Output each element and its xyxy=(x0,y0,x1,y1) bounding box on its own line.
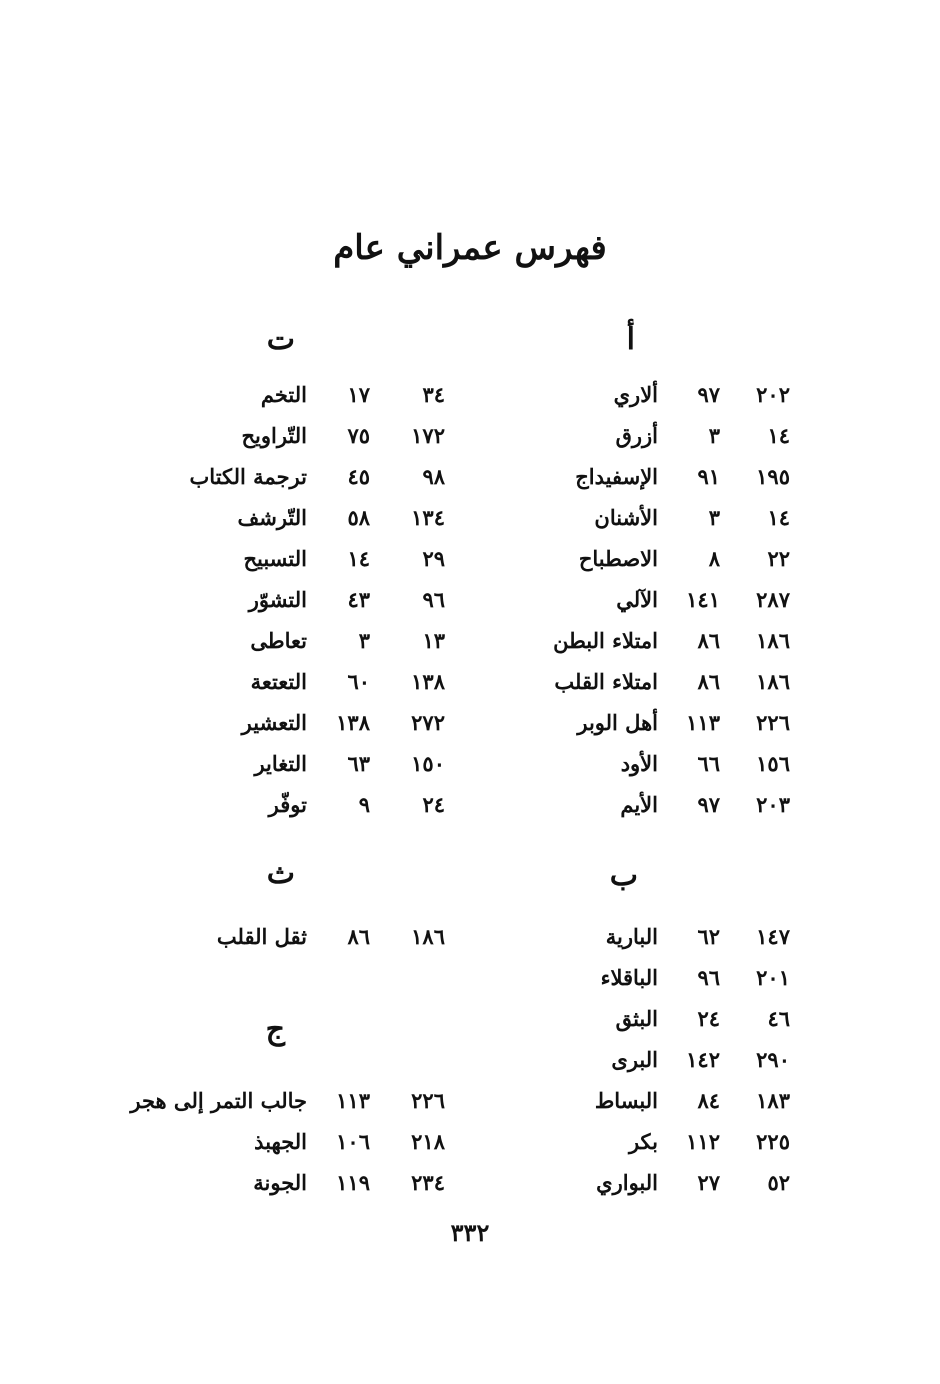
entry-term: التّرشف xyxy=(237,505,307,530)
index-entry xyxy=(130,1088,445,1124)
index-entry xyxy=(560,505,790,541)
index-entry xyxy=(150,669,445,705)
index-entry xyxy=(560,965,790,1001)
entry-page-number: ٩٨ xyxy=(422,464,445,489)
entry-secondary-number: ٣ xyxy=(708,505,720,530)
entry-page-number: ١٣٤ xyxy=(411,505,445,530)
entry-term: التخم xyxy=(260,382,307,407)
entry-term: الجهبذ xyxy=(254,1129,307,1154)
index-entry xyxy=(560,751,790,787)
entry-secondary-number: ٦٢ xyxy=(697,924,720,949)
entry-secondary-number: ٩ xyxy=(358,792,370,817)
index-entry xyxy=(560,587,790,623)
entry-page-number: ١٤ xyxy=(767,505,790,530)
index-entry xyxy=(150,546,445,582)
entry-secondary-number: ٤٥ xyxy=(347,464,370,489)
entry-page-number: ٢٩٠ xyxy=(756,1047,790,1072)
entry-page-number: ١٨٦ xyxy=(756,628,790,653)
index-entry xyxy=(560,1006,790,1042)
index-entry xyxy=(150,423,445,459)
index-entry xyxy=(150,792,445,828)
entry-page-number: ١٩٥ xyxy=(756,464,790,489)
entry-page-number: ١٣ xyxy=(422,628,445,653)
entry-term: ألاري xyxy=(613,382,658,407)
entry-secondary-number: ٨٦ xyxy=(697,669,720,694)
entry-page-number: ١٤٧ xyxy=(756,924,790,949)
entry-page-number: ١٨٦ xyxy=(756,669,790,694)
entry-term: الأيم xyxy=(620,792,658,817)
index-entry xyxy=(560,423,790,459)
index-entry xyxy=(150,628,445,664)
entry-term: الجونة xyxy=(253,1170,307,1195)
entry-secondary-number: ٨٤ xyxy=(697,1088,720,1113)
index-entry xyxy=(560,1129,790,1165)
entry-secondary-number: ١١٢ xyxy=(686,1129,720,1154)
entry-term: البارية xyxy=(605,924,658,949)
index-entry xyxy=(560,792,790,828)
entry-term: التعشير xyxy=(241,710,307,735)
entry-secondary-number: ٥٨ xyxy=(347,505,370,530)
entry-page-number: ٢٠١ xyxy=(756,965,790,990)
section-letter-ba: ب xyxy=(609,858,638,893)
entry-term: أهل الوبر xyxy=(577,710,658,735)
index-entry xyxy=(150,505,445,541)
index-entry xyxy=(560,1170,790,1206)
entry-page-number: ١٨٣ xyxy=(756,1088,790,1113)
entry-page-number: ١٧٢ xyxy=(411,423,445,448)
entry-secondary-number: ٩٧ xyxy=(697,792,720,817)
entry-term: التعتعة xyxy=(250,669,307,694)
entry-secondary-number: ٣ xyxy=(358,628,370,653)
index-entry xyxy=(150,1170,445,1206)
entry-secondary-number: ٦٠ xyxy=(347,669,370,694)
entry-secondary-number: ٤٣ xyxy=(347,587,370,612)
entry-page-number: ٢٤ xyxy=(422,792,445,817)
entry-page-number: ٢٢٥ xyxy=(756,1129,790,1154)
entry-page-number: ٣٤ xyxy=(422,382,445,407)
section-letter-tha: ث xyxy=(266,856,295,891)
index-entry xyxy=(560,1047,790,1083)
entry-secondary-number: ٩١ xyxy=(697,464,720,489)
entry-page-number: ٢٢ xyxy=(767,546,790,571)
entry-secondary-number: ١١٣ xyxy=(686,710,720,735)
entry-secondary-number: ٢٧ xyxy=(697,1170,720,1195)
entry-term: امتلاء البطن xyxy=(553,628,658,653)
index-entry xyxy=(150,1129,445,1165)
entry-term: الإسفيداج xyxy=(575,464,658,489)
entry-term: الأشنان xyxy=(594,505,658,530)
entry-page-number: ٢٧٢ xyxy=(411,710,445,735)
entry-term: البرى xyxy=(611,1047,658,1072)
entry-page-number: ١٨٦ xyxy=(411,924,445,949)
index-entry xyxy=(554,669,790,705)
index-entry xyxy=(560,924,790,960)
entry-page-number: ٢٩ xyxy=(422,546,445,571)
entry-term: الاصطباح xyxy=(578,546,658,571)
entry-term: بكر xyxy=(628,1129,658,1154)
entry-secondary-number: ٣ xyxy=(708,423,720,448)
entry-term: ترجمة الكتاب xyxy=(189,464,307,489)
entry-term: البواري xyxy=(596,1170,658,1195)
entry-page-number: ٥٢ xyxy=(767,1170,790,1195)
entry-secondary-number: ٦٦ xyxy=(697,751,720,776)
entry-term: التّراويح xyxy=(241,423,307,448)
page-number: ٣٣٢ xyxy=(450,1218,490,1247)
entry-secondary-number: ١٤ xyxy=(347,546,370,571)
index-entry xyxy=(560,1088,790,1124)
index-entry xyxy=(150,924,445,960)
index-entry xyxy=(560,546,790,582)
entry-term: البثق xyxy=(615,1006,658,1031)
entry-page-number: ٢٣٤ xyxy=(411,1170,445,1195)
entry-term: أزرق xyxy=(615,423,658,448)
entry-secondary-number: ٨٦ xyxy=(347,924,370,949)
page-title: فهرس عمراني عام xyxy=(333,228,607,268)
entry-term: جالب التمر إلى هجر xyxy=(130,1088,307,1113)
entry-secondary-number: ١٤١ xyxy=(686,587,720,612)
entry-term: ثقل القلب xyxy=(216,924,307,949)
index-entry xyxy=(553,628,790,664)
entry-page-number: ١٥٦ xyxy=(756,751,790,776)
index-entry xyxy=(150,382,445,418)
index-entry xyxy=(560,382,790,418)
entry-page-number: ٢٨٧ xyxy=(756,587,790,612)
entry-secondary-number: ٩٦ xyxy=(697,965,720,990)
entry-term: تعاطى xyxy=(250,628,307,653)
entry-secondary-number: ١١٣ xyxy=(336,1088,370,1113)
entry-term: امتلاء القلب xyxy=(554,669,658,694)
entry-secondary-number: ١١٩ xyxy=(336,1170,370,1195)
index-entry xyxy=(150,464,445,500)
entry-term: التغاير xyxy=(254,751,307,776)
entry-secondary-number: ١٠٦ xyxy=(336,1129,370,1154)
entry-secondary-number: ٧٥ xyxy=(347,423,370,448)
entry-page-number: ٢٢٦ xyxy=(411,1088,445,1113)
section-letter-ta: ت xyxy=(266,322,295,357)
entry-page-number: ٢٠٣ xyxy=(756,792,790,817)
entry-term: التشوّر xyxy=(248,587,307,612)
entry-secondary-number: ٨٦ xyxy=(697,628,720,653)
entry-secondary-number: ١٤٢ xyxy=(686,1047,720,1072)
entry-page-number: ٤٦ xyxy=(767,1006,790,1031)
entry-term: التسبيح xyxy=(243,546,307,571)
entry-secondary-number: ٢٤ xyxy=(697,1006,720,1031)
entry-page-number: ١٣٨ xyxy=(411,669,445,694)
entry-secondary-number: ٩٧ xyxy=(697,382,720,407)
entry-term: البساط xyxy=(594,1088,658,1113)
index-entry xyxy=(560,710,790,746)
entry-term: الآلي xyxy=(616,587,658,612)
entry-term: توفّر xyxy=(268,792,307,817)
entry-page-number: ١٤ xyxy=(767,423,790,448)
index-entry xyxy=(150,587,445,623)
section-letter-jim: ج xyxy=(265,1012,285,1047)
entry-term: الأود xyxy=(620,751,658,776)
index-entry xyxy=(150,710,445,746)
index-entry xyxy=(560,464,790,500)
entry-page-number: ٩٦ xyxy=(422,587,445,612)
entry-secondary-number: ١٧ xyxy=(347,382,370,407)
entry-secondary-number: ١٣٨ xyxy=(336,710,370,735)
entry-secondary-number: ٨ xyxy=(708,546,720,571)
entry-page-number: ٢٢٦ xyxy=(756,710,790,735)
entry-page-number: ٢٠٢ xyxy=(756,382,790,407)
entry-page-number: ١٥٠ xyxy=(411,751,445,776)
entry-secondary-number: ٦٣ xyxy=(347,751,370,776)
section-letter-alif: أ xyxy=(626,322,635,357)
entry-term: الباقلاء xyxy=(600,965,658,990)
entry-page-number: ٢١٨ xyxy=(411,1129,445,1154)
index-entry xyxy=(150,751,445,787)
